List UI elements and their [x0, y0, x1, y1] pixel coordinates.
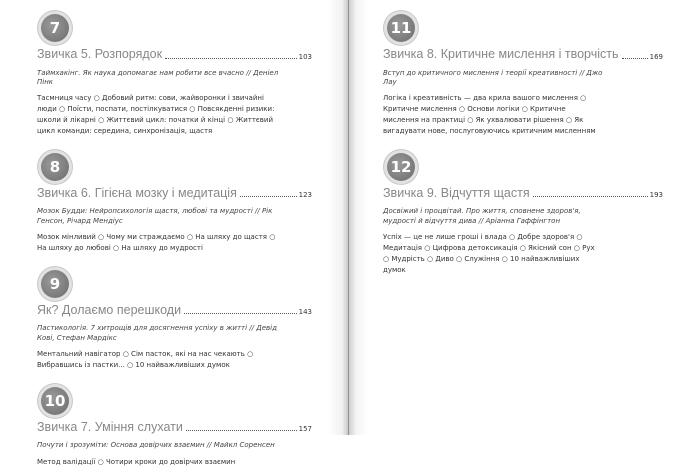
- dot-leader: [184, 312, 297, 314]
- page-number: 103: [298, 52, 312, 61]
- chapter-number-badge: 9: [41, 270, 69, 298]
- chapter-title-row: [37, 48, 312, 61]
- dot-leader: [165, 57, 297, 59]
- chapter-title: Звичка 6. Гігієна мозку і медитація: [37, 185, 237, 200]
- chapter-source-quote: Таймхакінг. Як наука допомагає нам робити все вчасно // Деніел Пінк: [37, 68, 279, 86]
- chapter-source-quote: Досвіжий і процвітай. Про життя, сповнене здоров'я, мудрості й відчуття дива // Аріанна Гаффінгтон: [383, 207, 581, 225]
- dot-leader: [622, 57, 648, 59]
- chapter-7: [37, 14, 318, 137]
- chapter-title-row: [37, 421, 312, 434]
- chapter-topics: Мозок мінливий ○ Чому ми страждаємо ○ На шляху до щастя ○ На шляху до любові ○ На шляху до мудрості: [37, 233, 276, 252]
- chapter-number-badge: 8: [41, 153, 69, 181]
- chapter-source-quote: Почути і зрозуміти: Основа довірчих взаємин // Майкл Соренсен: [37, 441, 275, 450]
- chapter-topics: Успіх — це не лише гроші і влада ○ Добре здоров'я ○ Медитація ○ Цифрова детоксикація ○ Якісний сон ○ Рух ○ Мудрість ○ Диво ○ Служіння ○ 10 найважливіших думок: [383, 233, 595, 274]
- chapter-source-quote: Вступ до критичного мислення і теорії креативності // Джо Лау: [383, 68, 603, 86]
- chapter-number-badge: 12: [387, 153, 415, 181]
- chapter-source-quote: Мозок Будди: Нейропсихологія щастя, любові та мудрості // Рік Генсон, Річард Мендіус: [37, 207, 273, 225]
- chapter-title-row: [37, 187, 312, 200]
- chapter-title: Звичка 8. Критичне мислення і творчість: [383, 47, 619, 61]
- chapter-12: [383, 153, 680, 276]
- book-spine-gutter: [328, 0, 368, 435]
- dot-leader: [186, 429, 297, 431]
- chapter-title: Звичка 5. Розпорядок: [37, 47, 163, 61]
- chapter-source-quote: Пастикологія. 7 хитрощів для досягнення успіху в житті // Девід Кові, Стефан Мардікс: [37, 324, 277, 342]
- chapter-title-row: [383, 187, 663, 200]
- chapter-number-badge: 7: [41, 14, 69, 42]
- chapter-topics: Тасмниця часу ○ Добовий ритм: сови, жайворонки і звичайні люди ○ Поїсти, поспати, постілкуватися ○ Повсякденні ризики: школи й лікарні ○ Життєвий цикл: початки й кінці ○ Життєвий цикл команди: середина, синхронізація, щастя: [37, 94, 275, 135]
- chapter-10: [37, 387, 318, 468]
- chapter-title-row: [383, 48, 663, 61]
- page-number: 169: [649, 52, 663, 61]
- dot-leader: [240, 195, 297, 197]
- chapter-title-row: [37, 304, 312, 317]
- chapter-number-badge: 11: [387, 14, 415, 42]
- chapter-9: [37, 270, 318, 371]
- chapter-8: [37, 153, 318, 254]
- left-page: [0, 0, 328, 466]
- chapter-title: Як? Долаємо перешкоди: [37, 302, 182, 317]
- dot-leader: [533, 195, 648, 197]
- chapter-title: Звичка 7. Уміння слухати: [37, 419, 183, 434]
- chapter-title: Звичка 9. Відчуття щастя: [383, 185, 530, 200]
- chapter-topics: Ментальний навігатор ○ Сім пасток, які на нас чекають ○ Вибравшись із пастки... ○ 10 найважливіших думок: [37, 350, 254, 370]
- page-number: 193: [649, 191, 663, 200]
- chapter-11: [383, 14, 680, 137]
- page-number: 123: [298, 191, 312, 200]
- page-number: 157: [298, 425, 312, 434]
- page-number: 143: [298, 308, 312, 317]
- chapter-number-badge: 10: [41, 387, 69, 415]
- chapter-topics: Логіка і креативність — два крила вашого мислення ○ Критичне мислення ○ Основи логіки ○ Критичне мислення на практиці ○ Як ухвалювати рішення ○ Як вигадувати нове, послуговуючись критичним мисленням: [383, 94, 596, 135]
- chapter-topics: Метод валідації ○ Чотири кроки до довірчих взаємин: [37, 457, 236, 466]
- right-page: [368, 0, 700, 435]
